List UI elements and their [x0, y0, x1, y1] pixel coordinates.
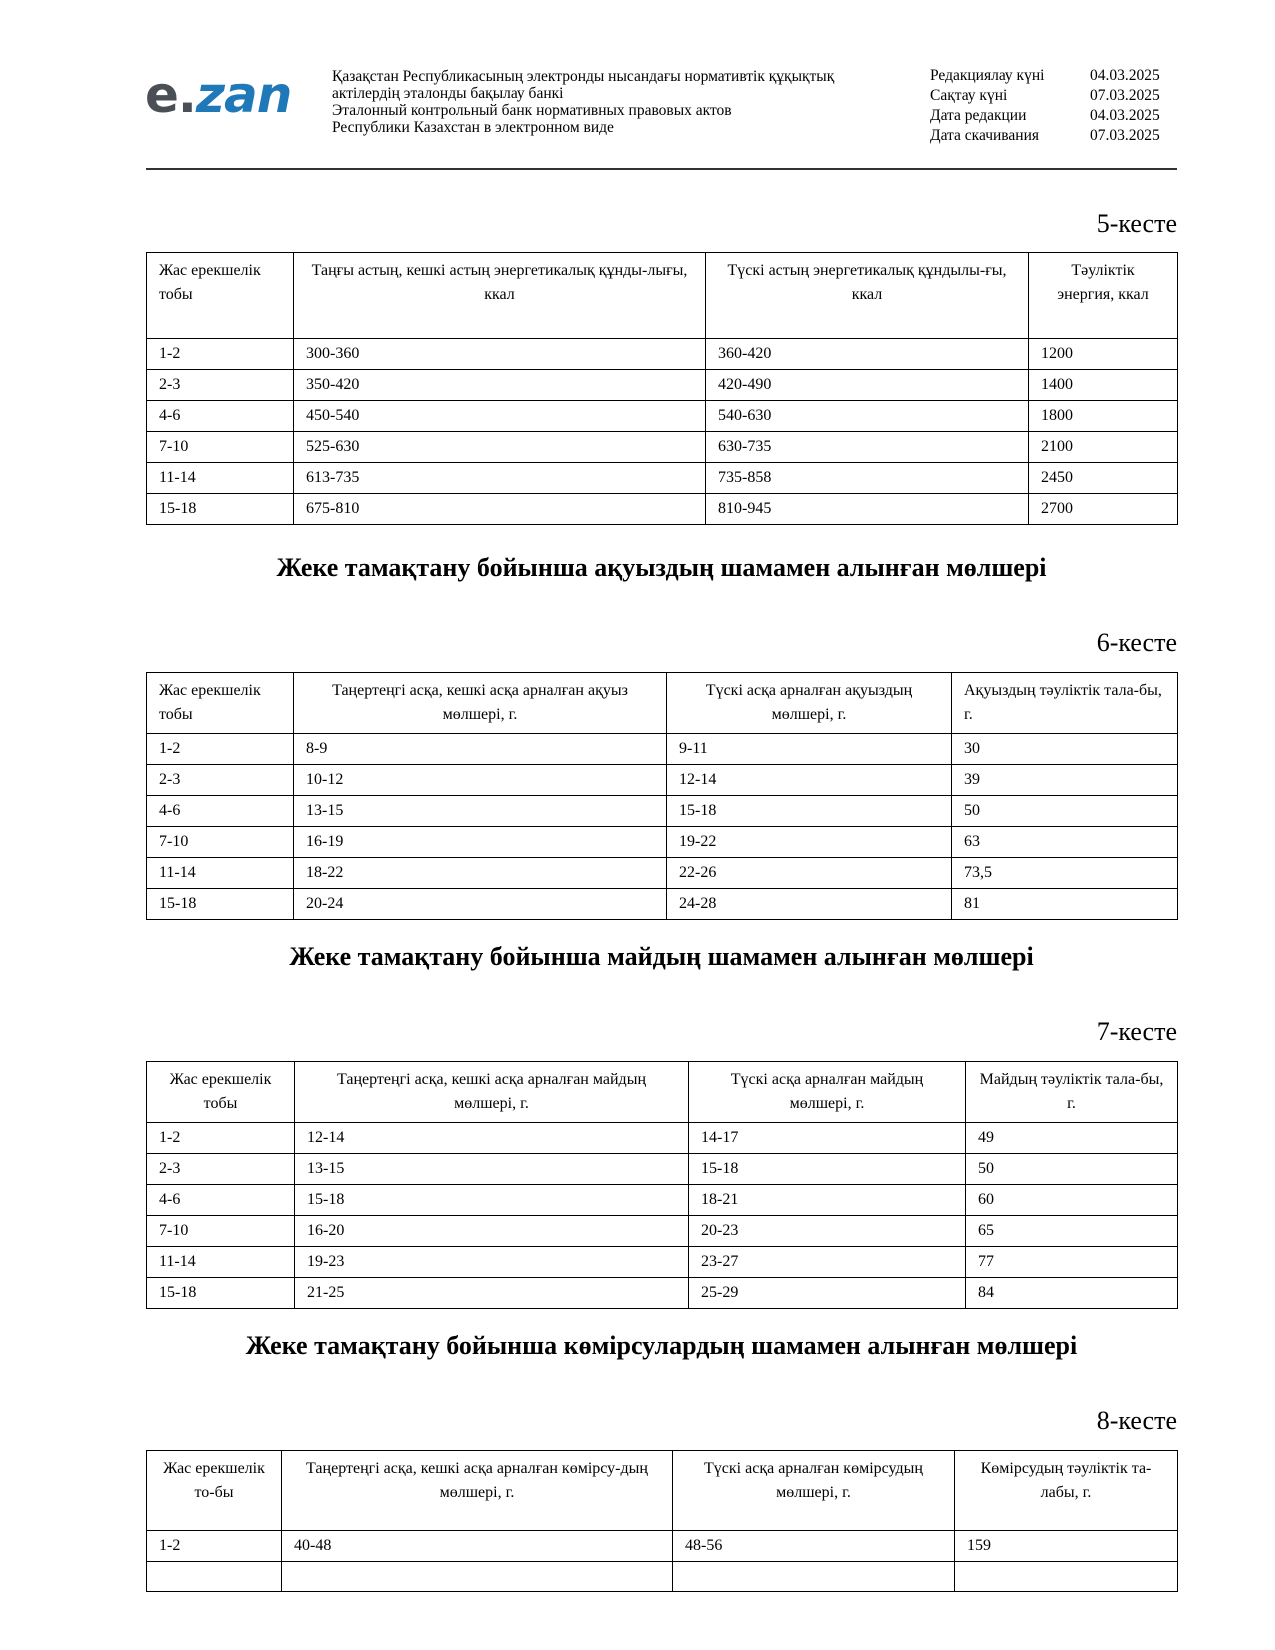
- header-org-text: [332, 68, 892, 136]
- meta-value: 04.03.2025: [1090, 107, 1160, 124]
- header-divider: [146, 168, 1177, 170]
- table-cell: 7-10: [147, 1216, 295, 1247]
- table-cell: 15-18: [295, 1185, 689, 1216]
- meta-row: [930, 86, 1160, 106]
- table-cell: 1-2: [147, 1123, 295, 1154]
- table-cell: 22-26: [667, 858, 952, 889]
- table6-header-row: [147, 673, 1178, 734]
- table-cell: 350-420: [294, 370, 706, 401]
- table-cell: 15-18: [147, 889, 294, 920]
- table-cell: 2-3: [147, 1154, 295, 1185]
- table-cell: 50: [952, 796, 1178, 827]
- table5-header-row: [147, 253, 1178, 339]
- table-cell: 21-25: [295, 1278, 689, 1309]
- table-row: [147, 889, 1178, 920]
- table-cell: 420-490: [706, 370, 1029, 401]
- table-row: [147, 1278, 1178, 1309]
- table-cell: 613-735: [294, 463, 706, 494]
- table-row: [147, 1154, 1178, 1185]
- meta-row: [930, 106, 1160, 126]
- table-cell: 40-48: [282, 1531, 673, 1562]
- table-cell: 15-18: [147, 1278, 295, 1309]
- table-cell: 11-14: [147, 1247, 295, 1278]
- meta-value: 04.03.2025: [1090, 67, 1160, 84]
- table8-header: Жас ерекшелік то-бы: [147, 1451, 282, 1531]
- table-cell: 12-14: [667, 765, 952, 796]
- table-cell: 1-2: [147, 734, 294, 765]
- table-cell: 735-858: [706, 463, 1029, 494]
- table8-header: Таңертеңгі асқа, кешкі асқа арналған көмірсу-дың мөлшері, г.: [282, 1451, 673, 1531]
- section-heading-protein: Жеке тамақтану бойынша ақуыздың шамамен алынған мөлшері: [276, 553, 1047, 582]
- table-row: [147, 1562, 1178, 1592]
- table-row: [147, 827, 1178, 858]
- table-cell: 1-2: [147, 339, 294, 370]
- meta-value: 07.03.2025: [1090, 127, 1160, 144]
- table-cell: 4-6: [147, 1185, 295, 1216]
- table-row: [147, 734, 1178, 765]
- table-row: [147, 1216, 1178, 1247]
- ezan-logo: [145, 66, 292, 124]
- table-cell: 77: [966, 1247, 1178, 1278]
- table-cell: 1400: [1029, 370, 1178, 401]
- logo-zan: zan: [195, 66, 292, 124]
- table-cell: 63: [952, 827, 1178, 858]
- table-cell: 16-20: [295, 1216, 689, 1247]
- table5-header: Жас ерекшелік тобы: [147, 253, 294, 339]
- org-line: Эталонный контрольный банк нормативных правовых актов: [332, 102, 732, 119]
- table-cell: 65: [966, 1216, 1178, 1247]
- table-cell: 20-23: [689, 1216, 966, 1247]
- table-cell: 7-10: [147, 432, 294, 463]
- table8-header: Көмірсудың тәуліктік та-лабы, г.: [955, 1451, 1178, 1531]
- table-cell: 630-735: [706, 432, 1029, 463]
- meta-row: [930, 66, 1160, 86]
- meta-label: Сақтау күні: [930, 87, 1008, 104]
- table-cell: [282, 1562, 673, 1592]
- table-cell: 159: [955, 1531, 1178, 1562]
- table-row: [147, 370, 1178, 401]
- table-cell: 2-3: [147, 370, 294, 401]
- table-cell: 15-18: [667, 796, 952, 827]
- header-meta: [930, 66, 1160, 146]
- table7: [146, 1061, 1178, 1309]
- table-cell: [673, 1562, 955, 1592]
- table-cell: 675-810: [294, 494, 706, 525]
- table8: [146, 1450, 1178, 1592]
- table-cell: [147, 1562, 282, 1592]
- table6-header: Түскі асқа арналған ақуыздың мөлшері, г.: [667, 673, 952, 734]
- table-cell: 360-420: [706, 339, 1029, 370]
- table-cell: 7-10: [147, 827, 294, 858]
- table-cell: 9-11: [667, 734, 952, 765]
- logo-e: e.: [145, 66, 196, 124]
- table6-header: Ақуыздың тәуліктік тала-бы, г.: [952, 673, 1178, 734]
- table7-header: Жас ерекшелік тобы: [147, 1062, 295, 1123]
- table5-header: Таңғы астың, кешкі астың энергетикалық құнды-лығы, ккал: [294, 253, 706, 339]
- table7-header: Түскі асқа арналған майдың мөлшері, г.: [689, 1062, 966, 1123]
- table-row: [147, 765, 1178, 796]
- table-cell: 24-28: [667, 889, 952, 920]
- table-cell: 14-17: [689, 1123, 966, 1154]
- table7-caption: 7-кесте: [1096, 1017, 1177, 1046]
- table-cell: 10-12: [294, 765, 667, 796]
- table5: [146, 252, 1178, 525]
- table-cell: 2450: [1029, 463, 1178, 494]
- meta-value: 07.03.2025: [1090, 87, 1160, 104]
- table-cell: 48-56: [673, 1531, 955, 1562]
- table-cell: 8-9: [294, 734, 667, 765]
- table7-header: Майдың тәуліктік тала-бы, г.: [966, 1062, 1178, 1123]
- table-cell: 540-630: [706, 401, 1029, 432]
- table-row: [147, 858, 1178, 889]
- meta-row: [930, 126, 1160, 146]
- table-cell: 19-22: [667, 827, 952, 858]
- table-cell: 20-24: [294, 889, 667, 920]
- table-cell: 1200: [1029, 339, 1178, 370]
- table-cell: 12-14: [295, 1123, 689, 1154]
- meta-label: Редакциялау күні: [930, 67, 1045, 84]
- table-cell: 30: [952, 734, 1178, 765]
- table-cell: 525-630: [294, 432, 706, 463]
- section-heading-fat: Жеке тамақтану бойынша майдың шамамен алынған мөлшері: [289, 942, 1034, 971]
- table-cell: 11-14: [147, 463, 294, 494]
- table-cell: 300-360: [294, 339, 706, 370]
- table7-header: Таңертеңгі асқа, кешкі асқа арналған майдың мөлшері, г.: [295, 1062, 689, 1123]
- table6-caption: 6-кесте: [1096, 628, 1177, 657]
- table5-header: Түскі астың энергетикалық құндылы-ғы, ккал: [706, 253, 1029, 339]
- table-cell: 18-22: [294, 858, 667, 889]
- table-cell: 73,5: [952, 858, 1178, 889]
- table-cell: 60: [966, 1185, 1178, 1216]
- table-row: [147, 1531, 1178, 1562]
- section-heading-carbohydrate: Жеке тамақтану бойынша көмірсулардың шамамен алынған мөлшері: [245, 1331, 1078, 1360]
- table-cell: 39: [952, 765, 1178, 796]
- table-cell: 15-18: [147, 494, 294, 525]
- table-cell: 49: [966, 1123, 1178, 1154]
- table-cell: 13-15: [295, 1154, 689, 1185]
- table6: [146, 672, 1178, 920]
- table8-header-row: [147, 1451, 1178, 1531]
- meta-label: Дата редакции: [930, 107, 1027, 124]
- table-row: [147, 339, 1178, 370]
- table-row: [147, 1185, 1178, 1216]
- table-cell: 2700: [1029, 494, 1178, 525]
- table-cell: 1-2: [147, 1531, 282, 1562]
- table-cell: 25-29: [689, 1278, 966, 1309]
- table-cell: 4-6: [147, 796, 294, 827]
- table-cell: 11-14: [147, 858, 294, 889]
- table-cell: 13-15: [294, 796, 667, 827]
- table6-header: Таңертеңгі асқа, кешкі асқа арналған ақуыз мөлшері, г.: [294, 673, 667, 734]
- table-cell: 81: [952, 889, 1178, 920]
- table-cell: 84: [966, 1278, 1178, 1309]
- table-cell: [955, 1562, 1178, 1592]
- table5-header: Тәуліктік энергия, ккал: [1029, 253, 1178, 339]
- table-cell: 23-27: [689, 1247, 966, 1278]
- table-cell: 18-21: [689, 1185, 966, 1216]
- table-cell: 50: [966, 1154, 1178, 1185]
- table7-header-row: [147, 1062, 1178, 1123]
- table-cell: 19-23: [295, 1247, 689, 1278]
- table-row: [147, 494, 1178, 525]
- table8-caption: 8-кесте: [1096, 1406, 1177, 1435]
- table-cell: 16-19: [294, 827, 667, 858]
- table-row: [147, 432, 1178, 463]
- org-line: Республики Казахстан в электронном виде: [332, 119, 614, 136]
- table-cell: 2100: [1029, 432, 1178, 463]
- table-cell: 450-540: [294, 401, 706, 432]
- table-cell: 15-18: [689, 1154, 966, 1185]
- table-row: [147, 401, 1178, 432]
- meta-label: Дата скачивания: [930, 127, 1040, 144]
- org-line: актілердің эталонды бақылау банкі: [332, 85, 564, 102]
- table-cell: 4-6: [147, 401, 294, 432]
- table-row: [147, 796, 1178, 827]
- org-line: Қазақстан Республикасының электронды нысандағы нормативтік құқықтық: [332, 68, 835, 85]
- table-cell: 2-3: [147, 765, 294, 796]
- table5-caption: 5-кесте: [1096, 209, 1177, 238]
- table-cell: 1800: [1029, 401, 1178, 432]
- table8-header: Түскі асқа арналған көмірсудың мөлшері, г.: [673, 1451, 955, 1531]
- table-row: [147, 463, 1178, 494]
- table6-header: Жас ерекшелік тобы: [147, 673, 294, 734]
- table-cell: 810-945: [706, 494, 1029, 525]
- table-row: [147, 1123, 1178, 1154]
- table-row: [147, 1247, 1178, 1278]
